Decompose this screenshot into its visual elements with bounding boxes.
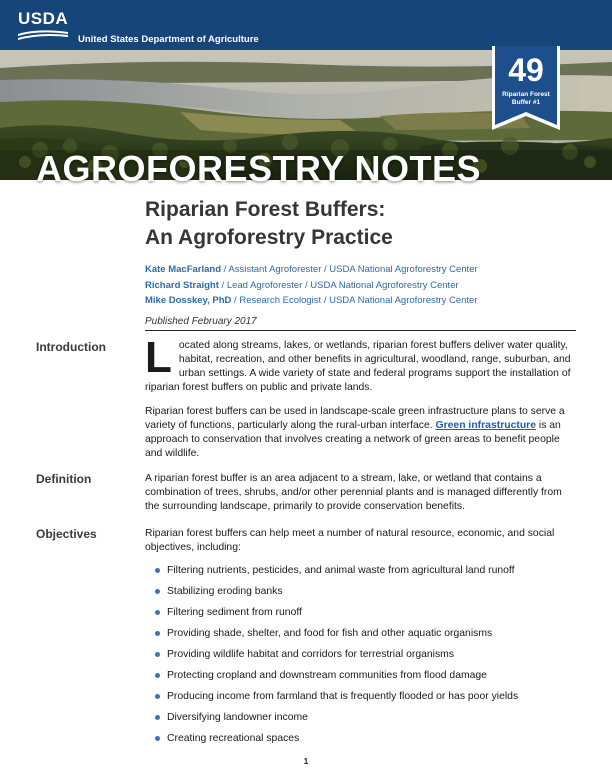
page-number: 1 [303,757,309,766]
objectives-intro: Riparian forest buffers can help meet a number of natural resource, economic, and social objectives, including: [145,528,555,553]
divider [145,330,576,331]
list-item-text: Filtering nutrients, pesticides, and animal waste from agricultural land runoff [167,565,515,576]
bullet-icon [155,715,160,720]
list-item-text: Creating recreational spaces [167,733,300,744]
author-role: / Assistant Agroforester / USDA National Agroforestry Center [221,264,478,275]
author-line [145,293,585,309]
author-line [145,278,585,294]
series-title: AGROFORESTRY NOTES [36,148,482,189]
bullet-icon [155,568,160,573]
bullet-icon [155,589,160,594]
bullet-icon [155,631,160,636]
list-item [145,560,577,581]
drop-cap: L [145,333,172,382]
bullet-icon [155,694,160,699]
list-item-text: Providing shade, shelter, and food for fish and other aquatic organisms [167,628,493,639]
author-name: Mike Dosskey, PhD [145,295,232,306]
section-heading-introduction: Introduction [36,340,106,354]
issue-number: 49 [508,52,544,88]
document-title-line2: An Agroforestry Practice [145,226,393,249]
introduction-text-2a: Riparian forest buffers can be used in landscape-scale green infrastructure plans to serve a variety of functions, particularly along the rural-urban interface. [145,406,565,431]
department-name: United States Department of Agriculture [78,34,259,45]
document-title [145,196,585,252]
issue-label [492,91,560,107]
green-infrastructure-link[interactable]: Green infrastructure [435,420,536,431]
section-heading-definition: Definition [36,472,92,486]
document-title-line1: Riparian Forest Buffers: [145,198,386,221]
usda-hills-icon [18,28,68,42]
list-item-text: Protecting cropland and downstream communities from flood damage [167,670,487,681]
author-name: Richard Straight [145,279,219,291]
introduction-text-1: ocated along streams, lakes, or wetlands, riparian forest buffers deliver water quality, habitat, recreation, and other benefits in agricultural, woodland, range, suburban, and urban settings. A wide variety of state and federal programs support the installation of riparian forest buffers on public and private lands. [145,340,571,393]
list-item [145,707,577,728]
bullet-icon [155,652,160,657]
usda-logo [18,10,68,42]
list-item-text: Diversifying landowner income [167,712,308,723]
definition-paragraph: A riparian forest buffer is an area adjacent to a stream, lake, or wetland that contains a combination of trees, shrubs, and/or other perennial plants and is managed differently from the surrounding landscape, primarily to provide conservation benefits. [145,473,562,512]
objectives-list [145,560,577,749]
introduction-paragraph-1 [145,333,577,395]
section-heading-objectives: Objectives [36,527,97,541]
author-role: / Research Ecologist / USDA National Agroforestry Center [231,295,478,306]
author-list [145,262,585,309]
published-date: Published February 2017 [145,316,257,327]
list-item-text: Filtering sediment from runoff [167,607,302,618]
bullet-icon [155,673,160,678]
introduction-text-2b: is an approach to conservation that involves creating a network of green areas to benefit people and wildlife. [145,420,561,459]
list-item [145,602,577,623]
list-item-text: Stabilizing eroding banks [167,586,283,597]
list-item [145,665,577,686]
bullet-icon [155,610,160,615]
bullet-icon [155,736,160,741]
usda-logo-text: USDA [18,9,69,28]
author-name: Kate MacFarland [145,264,222,275]
author-line [145,262,585,278]
list-item [145,728,577,749]
issue-label-line1: Riparian Forest [502,91,550,98]
list-item-text: Producing income from farmland that is frequently flooded or has poor yields [167,691,519,702]
list-item [145,581,577,602]
list-item [145,686,577,707]
introduction-paragraph-2 [145,405,577,461]
list-item [145,623,577,644]
usda-header-bar [0,0,612,50]
issue-ribbon [492,46,560,130]
list-item-text: Providing wildlife habitat and corridors for terrestrial organisms [167,649,455,660]
author-role: / Lead Agroforester / USDA National Agroforestry Center [218,279,459,291]
issue-label-line2: Buffer #1 [511,99,541,106]
list-item [145,644,577,665]
